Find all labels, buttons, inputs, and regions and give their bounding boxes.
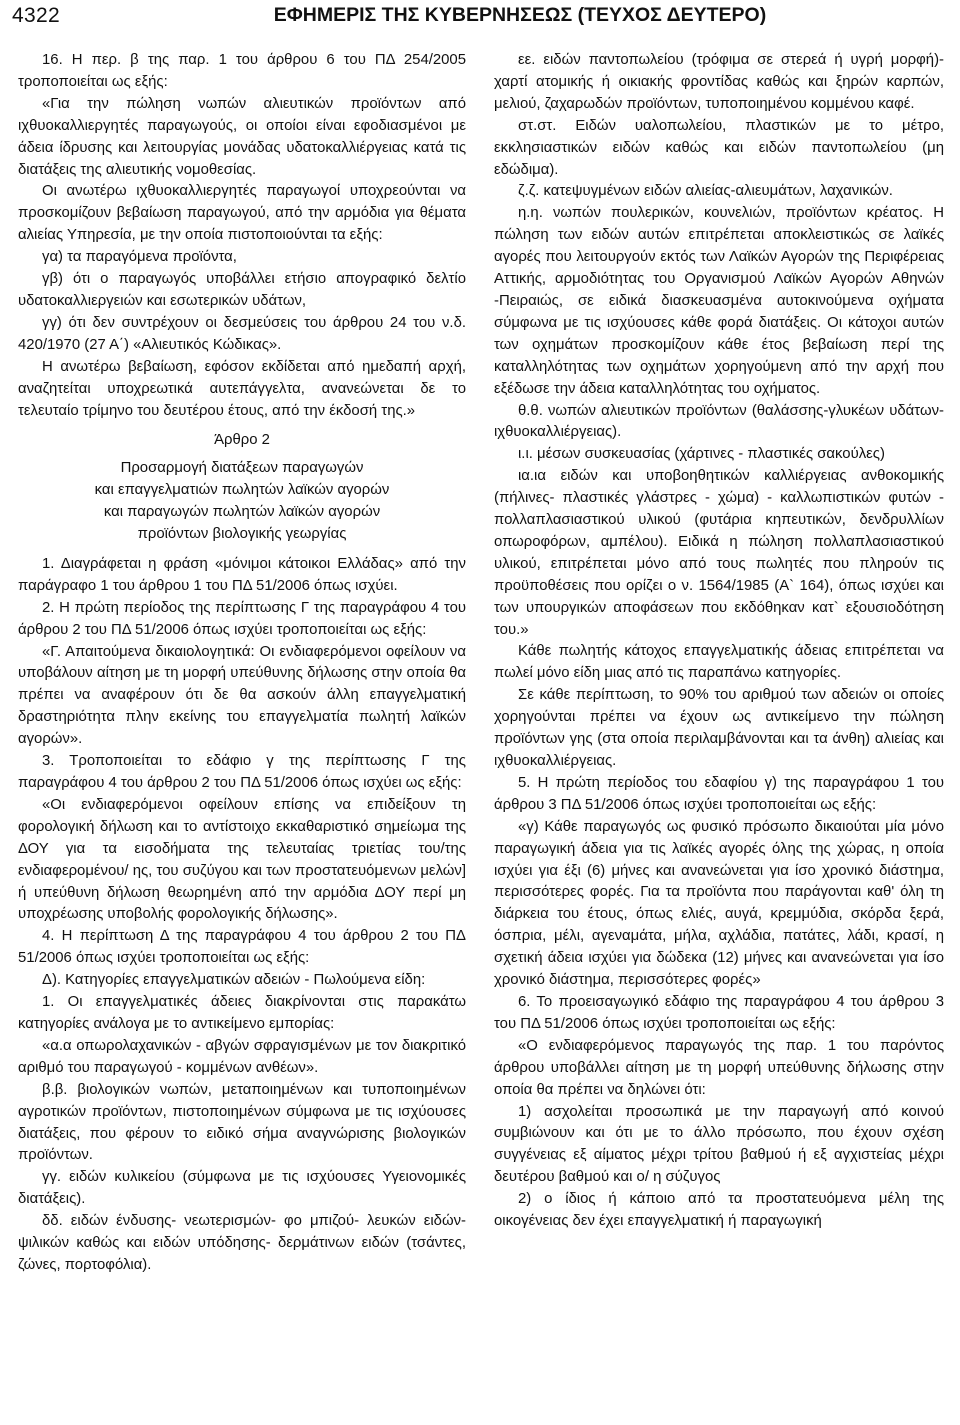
paragraph: Δ). Κατηγορίες επαγγελματικών αδειών - Πωλούμενα είδη: — [42, 972, 426, 989]
paragraph: 16. Η περ. β της παρ. 1 του άρθρου 6 του ΠΔ 254/2005 τροποποιείται ως εξής: — [18, 52, 466, 90]
paragraph: ια.ια ειδών και υποβοηθητικών καλλιέργειας ανθοκομικής (πήλινες- πλαστικές γλάστρες - χώμα) - καλλωπιστικών φυτών - πολλαπλασιαστικού υλικού (φυτάρια κηπευτικών, δενδρυλλίων οπωροφόρων, αμπέλου). Ειδικά η πώληση πολλαπλασιαστικού υλικού, επιτρέπεται μόνο από τους πωλητές που πληρούν τις προϋποθέσεις που ορίζει ο ν. 1564/1985 (Α` 164), όπως ισχύει και των υπουργικών αποφάσεων που εκδόθηκαν κατ` εξουσιοδότηση του.» — [494, 468, 944, 638]
paragraph: 1. Οι επαγγελματικές άδειες διακρίνονται στις παρακάτω κατηγορίες ανάλογα με το αντικείμενο εμπορίας: — [18, 994, 466, 1032]
paragraph: «Οι ενδιαφερόμενοι οφείλουν επίσης να επιδείξουν τη φορολογική δήλωση και το αντίστοιχο εκκαθαριστικό σημείωμα της ΔΟΥ για τα εισοδήματα της τελευταίας τριετίας του/της ενδιαφερομένου/ ης, του συζύγου και των προστατευόμενων μελών] ή υπεύθυνη δήλωση θεωρημένη από την αρμόδια ΔΟΥ περί μη υποχρέωσης υποβολής φορολογικής δήλωσης». — [18, 796, 466, 923]
paragraph: Σε κάθε περίπτωση, το 90% του αριθμού των αδειών οι οποίες χορηγούνται πρέπει να έχουν ως αντικείμενο την πώληση προϊόντων γης (στα οποία περιλαμβάνονται και τα άνθη) αλιείας και ιχθυοκαλλιέργειας. — [494, 687, 944, 769]
page-header — [12, 4, 948, 34]
paragraph: γγ) ότι δεν συντρέχουν οι δεσμεύσεις του άρθρου 24 του ν.δ. 420/1970 (27 Α΄) «Αλιευτικός Κώδικας». — [18, 314, 466, 353]
paragraph: γα) τα παραγόμενα προϊόντα, — [42, 249, 237, 266]
paragraph: «Ο ενδιαφερόμενος παραγωγός της παρ. 1 του παρόντος άρθρου υποβάλλει αίτηση με τη μορφή υπεύθυνης δήλωσης στην οποία θα πρέπει να δηλώνει ότι: — [494, 1037, 944, 1098]
paragraph: δδ. ειδών ένδυσης- νεωτερισμών- φο μπιζού- λευκών ειδών- ψιλικών καθώς και ειδών υπόδησης- δερμάτινων ειδών (τσάντες, ζώνες, πορτοφόλια). — [18, 1213, 466, 1273]
paragraph: 2. Η πρώτη περίοδος της περίπτωσης Γ της παραγράφου 4 του άρθρου 2 του ΠΔ 51/2006 όπως ισχύει τροποποιείται ως εξής: — [18, 599, 466, 638]
paragraph: «Γ. Απαιτούμενα δικαιολογητικά: Οι ενδιαφερόμενοι οφείλουν να υποβάλουν αίτηση με τη μορφή υπεύθυνης δήλωσης στην οποία θα πρέπει να αναφέρουν ότι δε θα ασκούν άλλη επαγγελματική δραστηριότητα πλην εκείνης του επαγγελματία πωλητή λαϊκών αγορών». — [18, 643, 466, 748]
paragraph: γγ. ειδών κυλικείου (σύμφωνα με τις ισχύουσες Υγειονομικές διατάξεις). — [18, 1169, 466, 1208]
paragraph: β.β. βιολογικών νωπών, μεταποιημένων και τυποποιημένων αγροτικών προϊόντων, πιστοποιημένων σύμφωνα με τις ισχύουσες διατάξεις, που φέρουν το ειδικό σήμα αναγνώρισης βιολογικών προϊόντων. — [18, 1081, 466, 1164]
paragraph: 4. Η περίπτωση Δ της παραγράφου 4 του άρθρου 2 του ΠΔ 51/2006 όπως ισχύει τροποποιείται ως εξής: — [18, 928, 466, 967]
left-column — [18, 50, 466, 1277]
paragraph: ι.ι. μέσων συσκευασίας (χάρτινες - πλαστικές σακούλες) — [518, 446, 885, 463]
gazette-title: ΕΦΗΜΕΡΙΣ ΤΗΣ ΚΥΒΕΡΝΗΣΕΩΣ (ΤΕΥΧΟΣ ΔΕΥΤΕΡΟ) — [273, 4, 767, 26]
paragraph: «α.α οπωρολαχανικών - αβγών σφραγισμένων με τον διακριτικό αριθμό του παραγωγού - κομμένων ανθέων». — [18, 1037, 466, 1076]
paragraph: στ.στ. Ειδών υαλοπωλείου, πλαστικών με το μέτρο, εκκλησιαστικών ειδών καθώς και ειδών παντοπωλείου (μη εδώδιμα). — [494, 117, 944, 178]
right-column — [494, 50, 944, 1233]
paragraph: Η ανωτέρω βεβαίωση, εφόσον εκδίδεται από ημεδαπή αρχή, αναζητείται υποχρεωτικά αυτεπάγγελτα, ανανεώνεται δε το τελευταίο τρίμηνο του δευτέρου έτους, από την έκδοσή της.» — [18, 358, 466, 419]
paragraph: 3. Τροποποιείται το εδάφιο γ της περίπτωσης Γ της παραγράφου 4 του άρθρου 2 του ΠΔ 51/2006 όπως ισχύει ως εξής: — [18, 753, 466, 791]
paragraph: 2) ο ίδιος ή κάποιο από τα προστατευόμενα μέλη της οικογένειας δεν έχει επαγγελματική ή παραγωγική — [494, 1191, 944, 1230]
paragraph: γβ) ότι ο παραγωγός υποβάλλει ετήσιο απογραφικό δελτίο υδατοκαλλιεργειών και εσωτερικών υδάτων, — [18, 271, 466, 309]
page-number: 4322 — [12, 4, 60, 27]
paragraph: «Για την πώληση νωπών αλιευτικών προϊόντων από ιχθυοκαλλιεργητές παραγωγούς, οι οποίοι είναι εφοδιασμένοι με άδεια ίδρυσης και λειτουργίας μονάδας υδατοκαλλιέργειας κατά τις διατάξεις της αλιευτικής νομοθεσίας. — [18, 95, 466, 178]
paragraph: 5. Η πρώτη περίοδος του εδαφίου γ) της παραγράφου 1 του άρθρου 3 ΠΔ 51/2006 όπως ισχύει τροποποιείται ως εξής: — [494, 774, 944, 813]
paragraph: εε. ειδών παντοπωλείου (τρόφιμα σε στερεά ή υγρή μορφή)- χαρτί ατομικής ή οικιακής φροντίδας καθώς και ξηρών καρπών, μελιού, ζαχαρωδών προϊόντων, τυποποιημένου κομμένου καφέ. — [494, 52, 944, 112]
paragraph: Οι ανωτέρω ιχθυοκαλλιεργητές παραγωγοί υποχρεούνται να προσκομίζουν βεβαίωση παραγωγού, από την αρμόδια για θέματα αλιείας Υπηρεσία, με την οποία πιστοποιούνται τα εξής: — [18, 183, 466, 244]
article-subtitle-line: και παραγωγών πωλητών λαϊκών αγορών — [103, 504, 381, 521]
paragraph: Κάθε πωλητής κάτοχος επαγγελματικής άδειας επιτρέπεται να πωλεί μόνο είδη μιας από τις παραπάνω κατηγορίες. — [494, 643, 944, 682]
paragraph: 1. Διαγράφεται η φράση «μόνιμοι κάτοικοι Ελλάδας» από την παράγραφο 1 του άρθρου 1 του ΠΔ 51/2006 όπως ισχύει. — [18, 555, 466, 594]
article-subtitle-line: Προσαρμογή διατάξεων παραγωγών — [120, 460, 364, 477]
paragraph: «γ) Κάθε παραγωγός ως φυσικό πρόσωπο δικαιούται μία μόνο παραγωγική άδεια για τις λαϊκές αγορές όλης της χώρας, η οποία ισχύει για έξι (6) μήνες και ανανεώνεται για ίσο χρονικό διάστημα, περισσότερες φορές. Για τα προϊόντα που παράγονται καθ' όλη τη διάρκεια του έτους, όπως ελιές, αυγά, κρεμμύδια, σκόρδα ξερά, όσπρια, μέλι, αγεναμάτα, μήλα, αχλάδια, πατάτες, λάδι, κρασί, η σχετική άδεια ισχύει για δώδεκα (12) μήνες και ανανεώνεται για ίσο χρονικό διάστημα, περισσότερες φορές» — [494, 818, 944, 989]
paragraph: 6. Το προεισαγωγικό εδάφιο της παραγράφου 4 του άρθρου 3 του ΠΔ 51/2006 όπως ισχύει τροποποιείται ως εξής: — [494, 993, 944, 1032]
paragraph: 1) ασχολείται προσωπικά με την παραγωγή από κοινού συμβιώνουν και ότι με το άλλο πρόσωπο, που έχουν σχέση συγγένειας εξ αίματος μέχρι τρίτου βαθμού ή εξ αγχιστείας μέχρι δευτέρου βαθμού και ο/ η σύζυγος — [494, 1103, 944, 1186]
article-subtitle-line: προϊόντων βιολογικής γεωργίας — [137, 526, 347, 543]
paragraph: θ.θ. νωπών αλιευτικών προϊόντων (θαλάσσης-γλυκέων υδάτων-ιχθυοκαλλιέργειας). — [494, 402, 944, 441]
article-subtitle-line: και επαγγελματιών πωλητών λαϊκών αγορών — [94, 482, 390, 499]
paragraph: ζ.ζ. κατεψυγμένων ειδών αλιείας-αλιευμάτων, λαχανικών. — [518, 183, 893, 200]
article-title: Άρθρο 2 — [214, 432, 270, 449]
paragraph: η.η. νωπών πουλερικών, κουνελιών, προϊόντων κρέατος. Η πώληση των ειδών αυτών επιτρέπεται αποκλειστικώς σε λαϊκές αγορές που λειτουργούν εκτός των Λαϊκών Αγορών της Περιφέρειας Αττικής, αρμοδιότητας του Οργανισμού Λαϊκών Αγορών Αθηνών -Πειραιώς, σε ειδικά διασκευασμένα αυτοκινούμενα οχήματα σύμφωνα με τις ισχύουσες κάθε φορά διατάξεις. Οι κάτοχοι αυτών των οχημάτων προσκομίζουν κάθε έτος βεβαίωση περί της καταλληλότητας των οχημάτων χορηγούμενη από την αρχή που εξέδωσε την άδεια καταλληλότητας του οχήματος. — [494, 205, 944, 397]
